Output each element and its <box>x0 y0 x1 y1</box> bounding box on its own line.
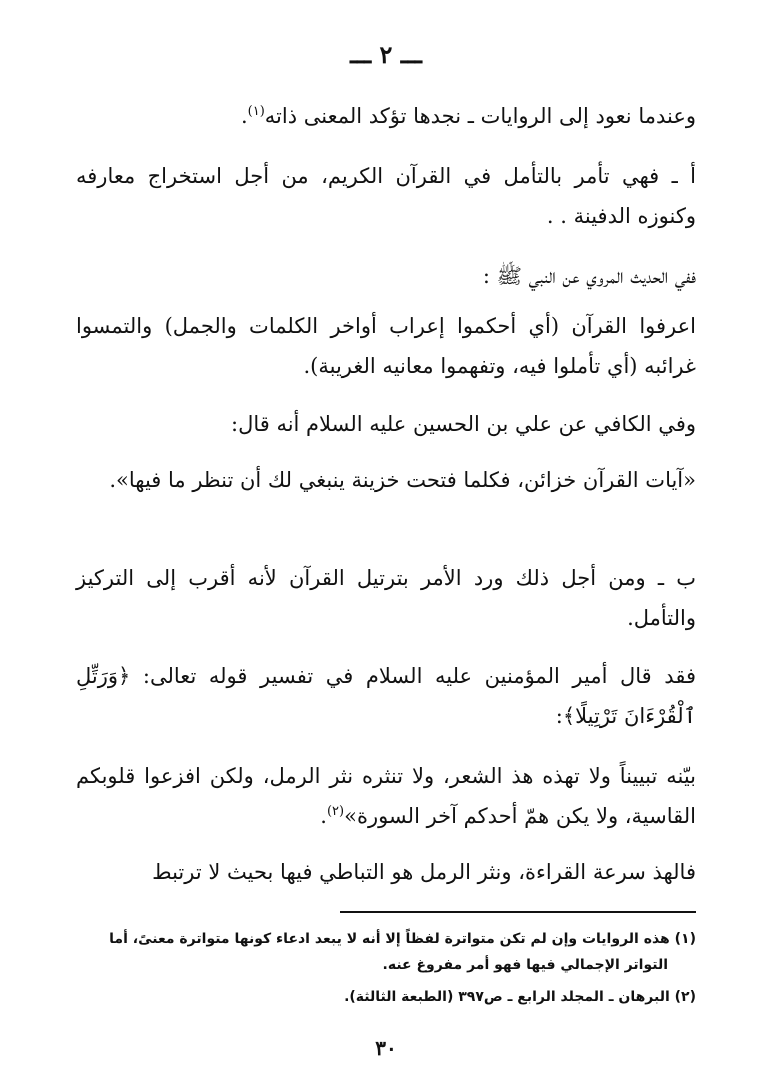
footnote-ref[interactable]: (٢) <box>326 804 345 819</box>
paragraph-end: . <box>320 804 327 828</box>
footnote-text-continued: التواتر الإجمالي فيها فهو أمر مفروغ عنه. <box>382 957 668 973</box>
footnote-text: (١) هذه الروايات وإن لم تكن متواترة لفظاً إلا أنه لا يبعد ادعاء كونها متواترة معنىً، أما <box>109 931 696 947</box>
footnote-divider <box>340 911 696 913</box>
body-paragraph: ب ـ ومن أجل ذلك ورد الأمر بترتيل القرآن لأنه أقرب إلى التركيز والتأمل. <box>76 566 696 630</box>
footnote <box>76 984 696 1010</box>
footnote-ref[interactable]: (١) <box>247 104 265 119</box>
body-paragraph: «آيات القرآن خزائن، فكلما فتحت خزينة ينبغي لك أن تنظر ما فيها». <box>109 468 696 492</box>
body-paragraph: ففي الحديث المروي عن النبي ﷺ : <box>482 264 696 288</box>
paragraph-end: . <box>240 104 248 128</box>
body-paragraph <box>76 756 696 836</box>
footnote <box>76 926 696 978</box>
footnote-text: (٢) البرهان ـ المجلد الرابع ـ ص٣٩٧ (الطبعة الثالثة). <box>344 989 696 1005</box>
paragraph-text: بيّنه تبييناً ولا تهذه هذ الشعر، ولا تنثره نثر الرمل، ولكن افزعوا قلوبكم القاسية، ولا يكن همّ أحدكم آخر السورة» <box>76 764 696 828</box>
body-paragraph <box>76 96 696 136</box>
body-paragraph: اعرفوا القرآن (أي أحكموا إعراب أواخر الكلمات والجمل) والتمسوا غرائبه (أي تأملوا فيه، وتفهموا معانيه الغريبة). <box>76 314 696 378</box>
chapter-marker: ـــ ٢ ـــ <box>350 40 422 69</box>
page-number: ٣٠ <box>375 1036 397 1060</box>
body-paragraph: فالهذ سرعة القراءة، ونثر الرمل هو التباطي فيها بحيث لا ترتبط <box>152 860 696 884</box>
body-paragraph: فقد قال أمير المؤمنين عليه السلام في تفسير قوله تعالى: ﴿وَرَتِّلِ ٱلْقُرْءَانَ تَرْتِيلًا﴾: <box>76 664 696 728</box>
paragraph-text: وعندما نعود إلى الروايات ـ نجدها تؤكد المعنى ذاته <box>264 104 696 128</box>
body-paragraph: وفي الكافي عن علي بن الحسين عليه السلام أنه قال: <box>231 412 696 436</box>
body-paragraph: أ ـ فهي تأمر بالتأمل في القرآن الكريم، من أجل استخراج معارفه وكنوزه الدفينة . . <box>76 164 696 228</box>
